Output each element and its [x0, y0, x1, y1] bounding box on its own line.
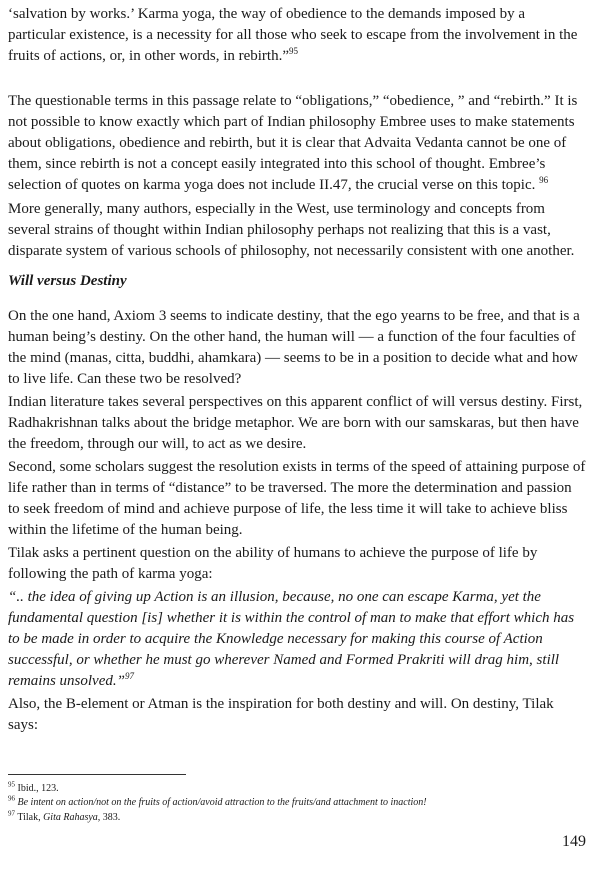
footnote-divider: [8, 774, 186, 775]
footnote-text: Ibid., 123.: [15, 783, 59, 794]
footnote-ref-95[interactable]: 95: [289, 46, 299, 56]
footnote-number: 96: [8, 794, 15, 803]
paragraph-quote-ending: [8, 4, 586, 67]
footnote-96: [8, 796, 427, 809]
footnote-book-title: Gita Rahasya,: [43, 812, 101, 823]
footnote-number: 97: [8, 809, 15, 818]
footnote-text: Be intent on action/not on the fruits of action/avoid attraction to the fruits/and attachment to inaction!: [15, 797, 427, 808]
paragraph-axiom-3: On the one hand, Axiom 3 seems to indicate destiny, that the ego yearns to be free, and that is a human being’s destiny. On the other hand, the human will — a function of the four faculties of the mind (manas, citta, buddhi, ahamkara) — seems to be in a position to decide what and how to live life. Can these two be resolved?: [8, 308, 580, 387]
footnote-97: [8, 811, 120, 824]
footnote-ref-96[interactable]: 96: [539, 175, 549, 185]
paragraph-second-scholars: Second, some scholars suggest the resolution exists in terms of the speed of attaining purpose of life rather than in terms of “distance” to be traversed. The more the determination and passion to seek freedom of mind and achieve purpose of life, the less time it will take to achieve bliss within the lifetime of the human being.: [8, 459, 586, 538]
paragraph-text: ‘salvation by works.’ Karma yoga, the way of obedience to the demands imposed by a particular existence, is a necessity for all those who seek to escape from the involvement in the fruits of actions, or, in other words, in rebirth.”: [8, 6, 578, 64]
block-quote-tilak: [8, 587, 586, 692]
paragraph-questionable-terms: [8, 91, 586, 196]
paragraph-text: The questionable terms in this passage relate to “obligations,” “obedience, ” and “rebirth.” It is not possible to know exactly which part of Indian philosophy Embree uses to make statements about obligations, obedience and rebirth, but it is clear that Advaita Vedanta cannot be one of them, since rebirth is not a concept easily integrated into this school of thought. Embree’s selection of quotes on karma yoga does not include II.47, the crucial verse on this topic.: [8, 93, 578, 193]
footnote-text-pre: Tilak,: [15, 812, 44, 823]
footnote-ref-97[interactable]: 97: [124, 671, 134, 681]
paragraph-b-element: Also, the B-element or Atman is the inspiration for both destiny and will. On destiny, Tilak says:: [8, 696, 554, 733]
paragraph-tilak-question: Tilak asks a pertinent question on the ability of humans to achieve the purpose of life by following the path of karma yoga:: [8, 545, 538, 582]
page-number: 149: [562, 833, 586, 850]
footnote-number: 95: [8, 780, 15, 789]
paragraph-indian-literature: Indian literature takes several perspectives on this apparent conflict of will versus destiny. First, Radhakrishnan talks about the bridge metaphor. We are born with our samskaras, but then have the freedom, through our will, to act as we desire.: [8, 394, 583, 452]
footnote-text-post: 383.: [100, 812, 121, 823]
footnote-95: [8, 782, 59, 795]
quote-text: “.. the idea of giving up Action is an illusion, because, no one can escape Karma, yet the fundamental question [is] whether it is within the control of man to make that effort which has to be made in order to acquire the Knowledge necessary for making this course of Action successful, or whether he must go wherever Named and Formed Prakriti will drag him, still remains unsolved.”: [8, 589, 575, 689]
section-heading: Will versus Destiny: [8, 273, 127, 289]
paragraph-more-generally: More generally, many authors, especially in the West, use terminology and concepts from several strains of thought within Indian philosophy perhaps not realizing that this is a vast, disparate system of various schools of philosophy, not necessarily consistent with one another.: [8, 201, 575, 259]
